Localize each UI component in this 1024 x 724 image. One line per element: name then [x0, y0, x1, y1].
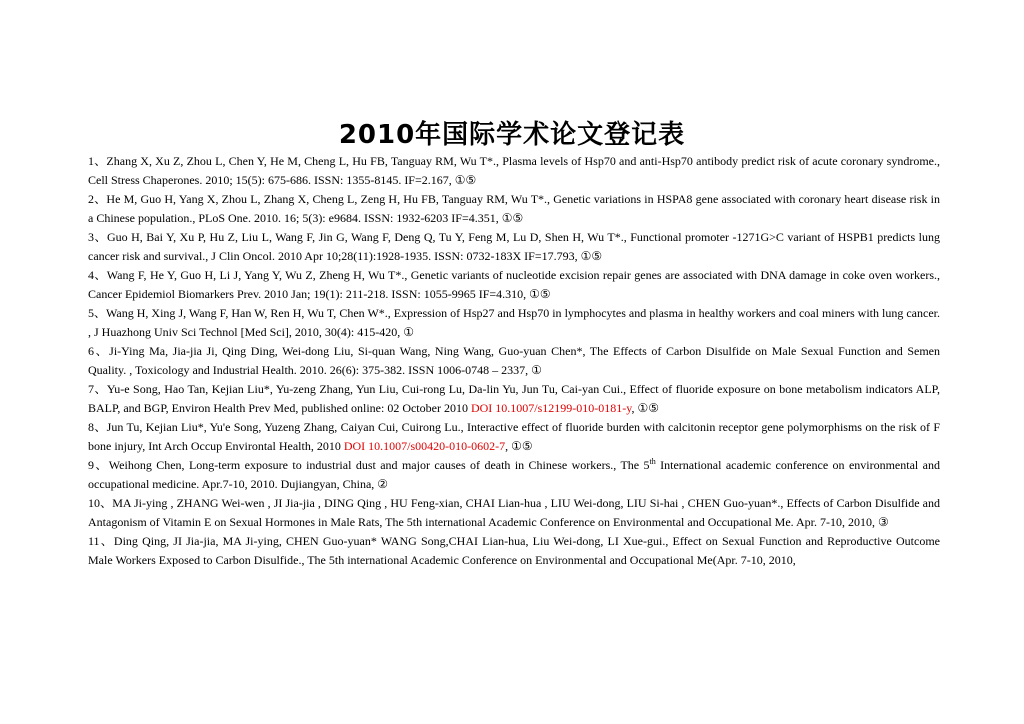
entry-tail: , ①⑤ [505, 439, 533, 453]
entry-text: 3、Guo H, Bai Y, Xu P, Hu Z, Liu L, Wang F, Jin G, Wang F, Deng Q, Tu Y, Feng M, Lu D, Shen H, Wu T*., Functional promoter -1271G>C variant of HSPB1 predicts lung cancer risk and survival., J Clin Oncol. 2010 Apr 10;28(11):1928-1935. ISSN: 0732-183X IF=17.793, ①⑤ [88, 230, 940, 263]
list-item [88, 152, 940, 190]
list-item [88, 418, 940, 456]
list-item [88, 456, 940, 494]
publication-list [88, 152, 940, 570]
ordinal-superscript: th [649, 457, 656, 466]
entry-text: 11、Ding Qing, JI Jia-jia, MA Ji-ying, CHEN Guo-yuan* WANG Song,CHAI Lian-hua, Liu Wei-dong, LI Xue-gui., Effect on Sexual Function and Reproductive Outcome Male Workers Exposed to Carbon Disulfide., The 5th international Academic Conference on Environmental and Occupational Me(Apr. 7-10, 2010, [88, 534, 940, 567]
list-item [88, 304, 940, 342]
list-item [88, 532, 940, 570]
list-item [88, 342, 940, 380]
entry-tail: , ①⑤ [631, 401, 660, 415]
entry-text: 7、Yu-e Song, Hao Tan, Kejian Liu*, Yu-zeng Zhang, Yun Liu, Cui-rong Lu, Da-lin Yu, Jun Tu, Cai-yan Cui., Effect of fluoride exposure on bone metabolism indicators ALP, BALP, and BGP, Environ Health Prev Med, published online: 02 October 2010 [88, 382, 940, 415]
list-item [88, 494, 940, 532]
entry-text: 6、Ji-Ying Ma, Jia-jia Ji, Qing Ding, Wei-dong Liu, Si-quan Wang, Ning Wang, Guo-yuan Chen*, The Effects of Carbon Disulfide on Male Sexual Function and Semen Quality. , Toxicology and Industrial Health. 2010. 26(6): 375-382. ISSN 1006-0748 – 2337, ① [88, 344, 940, 377]
entry-text: 10、MA Ji-ying , ZHANG Wei-wen , JI Jia-jia , DING Qing , HU Feng-xian, CHAI Lian-hua , LIU Wei-dong, LIU Si-hai , CHEN Guo-yuan*., Effects of Carbon Disulfide and Antagonism of Vitamin E on Sexual Hormones in Male Rats, The 5th international Academic Conference on Environmental and Occupational Me. Apr. 7-10, 2010, ③ [88, 496, 940, 529]
entry-text: 4、Wang F, He Y, Guo H, Li J, Yang Y, Wu Z, Zheng H, Wu T*., Genetic variants of nucleotide excision repair genes are associated with DNA damage in coke oven workers., Cancer Epidemiol Biomarkers Prev. 2010 Jan; 19(1): 211-218. ISSN: 1055-9965 IF=4.310, ①⑤ [88, 268, 940, 301]
entry-text: 9、Weihong Chen, Long-term exposure to industrial dust and major causes of death in Chinese workers., The 5 [88, 458, 650, 472]
list-item [88, 380, 940, 418]
list-item [88, 228, 940, 266]
page-title: 2010年国际学术论文登记表 [338, 120, 686, 150]
entry-text: 2、He M, Guo H, Yang X, Zhou L, Zhang X, Cheng L, Zeng H, Hu FB, Tanguay RM, Wu T*., Genetic variations in HSPA8 gene associated with coronary heart disease risk in a Chinese population., PLoS One. 2010. 16; 5(3): e9684. ISSN: 1932-6203 IF=4.351, ①⑤ [88, 192, 940, 225]
doi-link[interactable]: DOI 10.1007/s00420-010-0602-7 [343, 439, 506, 453]
doi-link[interactable]: DOI 10.1007/s12199-010-0181-y [470, 401, 632, 415]
list-item [88, 190, 940, 228]
list-item [88, 266, 940, 304]
entry-text: 5、Wang H, Xing J, Wang F, Han W, Ren H, Wu T, Chen W*., Expression of Hsp27 and Hsp70 in lymphocytes and plasma in healthy workers and coal miners with lung cancer. , J Huazhong Univ Sci Technol [Med Sci], 2010, 30(4): 415-420, ① [88, 306, 940, 339]
entry-text: 1、Zhang X, Xu Z, Zhou L, Chen Y, He M, Cheng L, Hu FB, Tanguay RM, Wu T*., Plasma levels of Hsp70 and anti-Hsp70 antibody predict risk of acute coronary syndrome., Cell Stress Chaperones. 2010; 15(5): 675-686. ISSN: 1355-8145. IF=2.167, ①⑤ [88, 154, 940, 187]
entry-text: 8、Jun Tu, Kejian Liu*, Yu'e Song, Yuzeng Zhang, Caiyan Cui, Cuirong Lu., Interactive effect of fluoride burden with calcitonin receptor gene polymorphisms on the risk of F bone injury, Int Arch Occup Environtal Health, 2010 [88, 420, 940, 453]
entry-text-rest: International academic conference on environmental and occupational medicine. Apr.7-10, 2010. Dujiangyan, China, ② [88, 458, 940, 491]
